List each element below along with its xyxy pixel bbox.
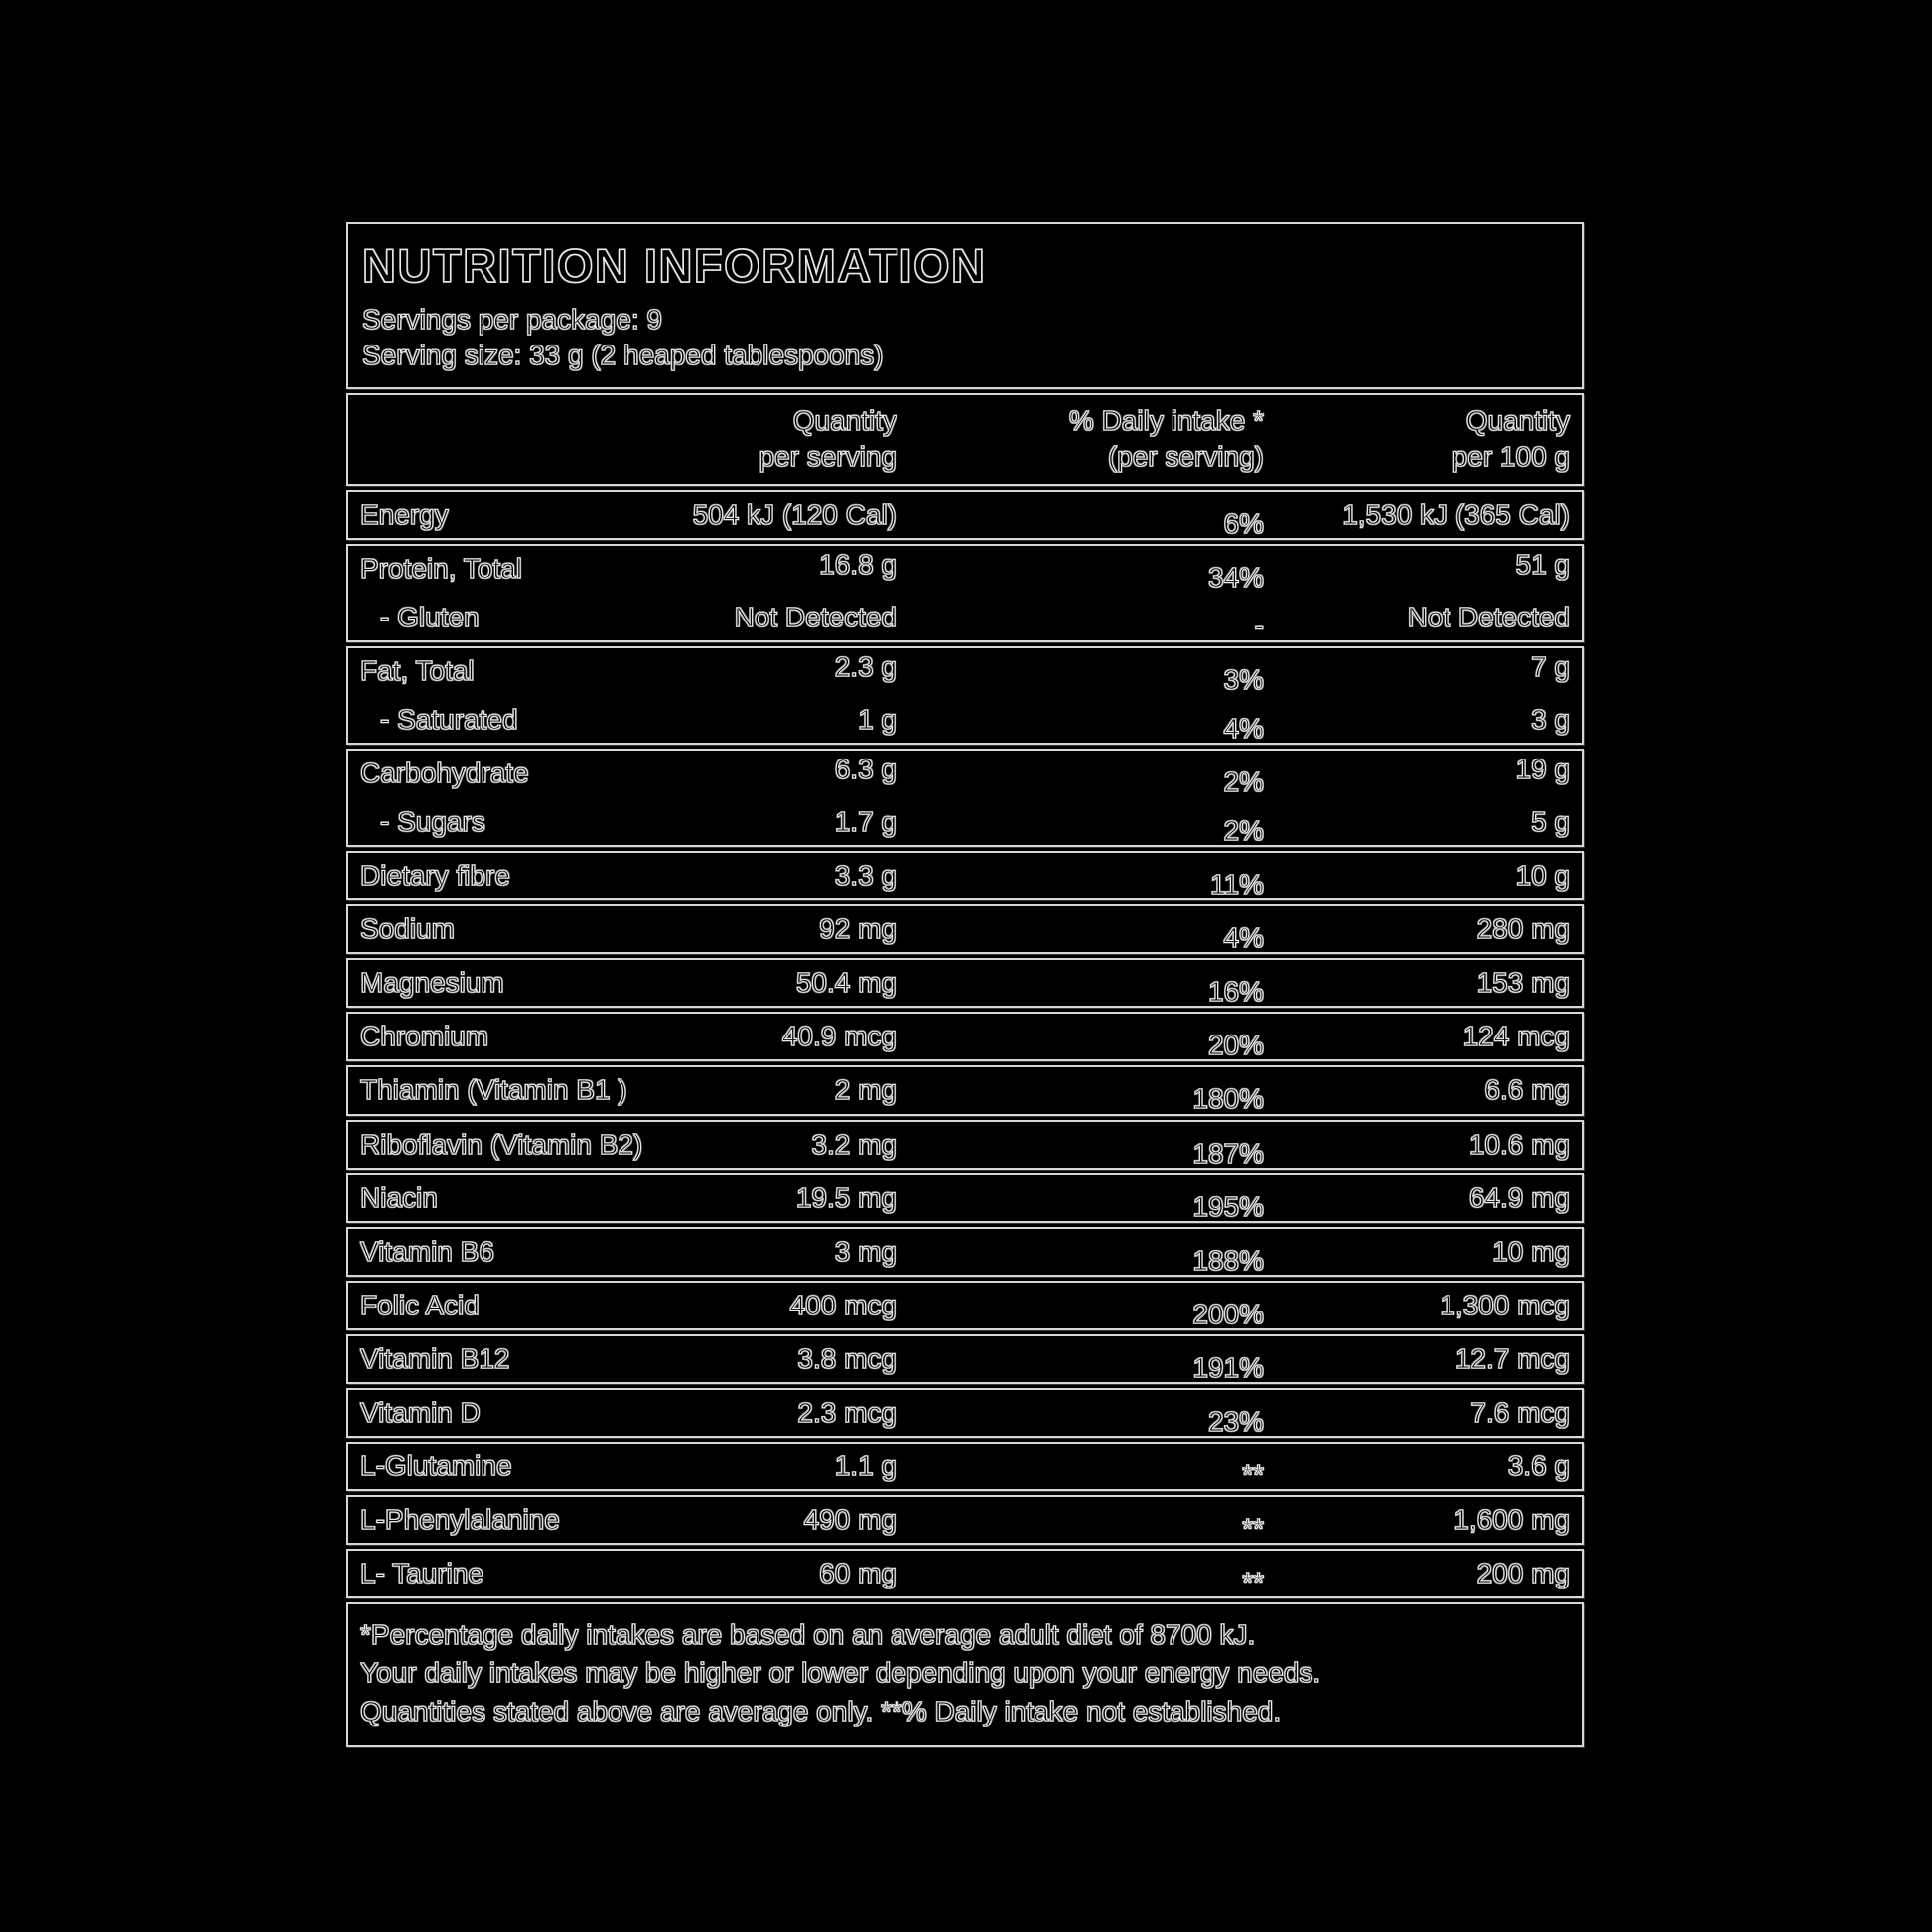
qty-per-100g: 64.9 mg bbox=[1468, 1181, 1570, 1213]
qty-per-100g: 124 mcg bbox=[1462, 1021, 1570, 1052]
qty-per-100g: 280 mg bbox=[1476, 913, 1570, 945]
qty-per-serving: 1.1 g bbox=[834, 1449, 897, 1481]
nutrient-sublabel: - Sugars bbox=[380, 806, 485, 838]
table-row bbox=[360, 549, 1570, 594]
qty-per-serving: 2.3 mcg bbox=[797, 1396, 897, 1428]
table-row bbox=[360, 498, 1570, 540]
table-row-group bbox=[346, 1334, 1584, 1384]
column-header-row bbox=[360, 403, 1570, 475]
qty-per-100g: 200 mg bbox=[1476, 1557, 1570, 1588]
table-row-group bbox=[346, 1388, 1584, 1438]
qty-per-100g: 7.6 mcg bbox=[1470, 1396, 1570, 1428]
table-row bbox=[360, 1235, 1570, 1276]
qty-per-100g: 51 g bbox=[1515, 549, 1570, 581]
daily-intake-value: ** bbox=[1242, 1566, 1264, 1597]
nutrient-label: Chromium bbox=[360, 1021, 489, 1052]
table-row bbox=[360, 1396, 1570, 1437]
qty-per-100g: 7 g bbox=[1531, 651, 1570, 683]
qty-per-serving: 40.9 mcg bbox=[781, 1021, 897, 1052]
table-subrow bbox=[360, 703, 1570, 745]
qty-per-serving: 3.8 mcg bbox=[797, 1342, 897, 1374]
nutrient-label: Thiamin (Vitamin B1 ) bbox=[360, 1074, 627, 1106]
qty-per-100g: 10 g bbox=[1515, 860, 1570, 892]
qty-per-serving: 60 mg bbox=[819, 1557, 897, 1588]
qty-per-serving: 6.3 g bbox=[834, 754, 897, 785]
qty-per-100g: 19 g bbox=[1515, 754, 1570, 785]
table-row-group bbox=[346, 1549, 1584, 1598]
table-row bbox=[360, 1342, 1570, 1383]
nutrient-label: Protein, Total bbox=[360, 553, 522, 585]
qty-per-100g: 6.6 mg bbox=[1484, 1074, 1570, 1106]
title-box bbox=[346, 222, 1584, 389]
qty-per-100g: 1,600 mg bbox=[1453, 1503, 1570, 1535]
daily-intake-value: 4% bbox=[1223, 922, 1264, 954]
qty-per-serving: 504 kJ (120 Cal) bbox=[692, 499, 897, 531]
col-header-qty-serving: Quantity per serving bbox=[759, 405, 897, 473]
nutrient-label: Niacin bbox=[360, 1181, 438, 1213]
nutrient-label: L- Taurine bbox=[360, 1557, 484, 1588]
daily-intake-value: 188% bbox=[1192, 1244, 1264, 1276]
daily-intake-value: - bbox=[1254, 611, 1264, 642]
table-row-group bbox=[346, 749, 1584, 847]
nutrient-label: Carbohydrate bbox=[360, 758, 529, 789]
col-header-qty-100g: Quantity per 100 g bbox=[1451, 405, 1570, 473]
nutrient-label: L-Glutamine bbox=[360, 1449, 512, 1481]
table-row-group bbox=[346, 1227, 1584, 1277]
table-row bbox=[360, 651, 1570, 696]
table-row bbox=[360, 859, 1570, 900]
table-row-group bbox=[346, 1120, 1584, 1170]
qty-per-serving: 2 mg bbox=[834, 1074, 897, 1106]
table-row-group bbox=[346, 851, 1584, 900]
table-row bbox=[360, 1503, 1570, 1544]
footnote-line: Quantities stated above are average only. **% Daily intake not established. bbox=[360, 1696, 1282, 1727]
table-row-group bbox=[346, 646, 1584, 745]
nutrient-sublabel: - Saturated bbox=[380, 704, 518, 736]
table-row-group bbox=[346, 1495, 1584, 1545]
qty-per-100g: 10.6 mg bbox=[1468, 1128, 1570, 1160]
nutrient-sublabel: - Gluten bbox=[380, 602, 480, 633]
nutrient-label: Vitamin D bbox=[360, 1396, 481, 1428]
qty-per-serving: 50.4 mg bbox=[795, 967, 897, 999]
qty-per-100g: 12.7 mcg bbox=[1454, 1342, 1570, 1374]
footnote-line: Your daily intakes may be higher or lower depending upon your energy needs. bbox=[360, 1657, 1321, 1689]
qty-per-serving: 2.3 g bbox=[834, 651, 897, 683]
table-row-group bbox=[346, 1442, 1584, 1491]
table-row-group bbox=[346, 904, 1584, 954]
nutrient-label: Folic Acid bbox=[360, 1289, 480, 1320]
qty-per-100g: Not Detected bbox=[1407, 602, 1570, 633]
table-row bbox=[360, 754, 1570, 798]
qty-per-serving: 400 mcg bbox=[789, 1289, 897, 1320]
qty-per-100g: 3 g bbox=[1531, 704, 1570, 736]
nutrient-label: Vitamin B12 bbox=[360, 1342, 510, 1374]
daily-intake-value: 20% bbox=[1207, 1030, 1264, 1061]
nutrient-label: Riboflavin (Vitamin B2) bbox=[360, 1128, 643, 1160]
qty-per-serving: 92 mg bbox=[819, 913, 897, 945]
table-subrow bbox=[360, 805, 1570, 847]
daily-intake-value: 195% bbox=[1192, 1190, 1264, 1222]
qty-per-serving: 3.3 g bbox=[834, 860, 897, 892]
table-row bbox=[360, 1073, 1570, 1115]
table-row-group bbox=[346, 1281, 1584, 1330]
table-row bbox=[360, 1128, 1570, 1169]
daily-intake-value: 180% bbox=[1192, 1083, 1264, 1115]
nutrient-label: Fat, Total bbox=[360, 655, 475, 687]
col-header-daily-intake: % Daily intake * (per serving) bbox=[1068, 405, 1264, 473]
daily-intake-value: ** bbox=[1242, 1512, 1264, 1544]
nutrient-label: Magnesium bbox=[360, 967, 504, 999]
nutrient-label: Dietary fibre bbox=[360, 860, 510, 892]
daily-intake-value: ** bbox=[1242, 1458, 1264, 1490]
table-row-group bbox=[346, 958, 1584, 1008]
table-row bbox=[360, 1449, 1570, 1490]
nutrient-label: L-Phenylalanine bbox=[360, 1503, 560, 1535]
table-row-group bbox=[346, 1012, 1584, 1061]
daily-intake-value: 16% bbox=[1207, 976, 1264, 1008]
daily-intake-value: 34% bbox=[1207, 562, 1264, 594]
qty-per-100g: 1,530 kJ (365 Cal) bbox=[1342, 499, 1570, 531]
nutrient-label: Sodium bbox=[360, 913, 455, 945]
daily-intake-value: 191% bbox=[1192, 1351, 1264, 1383]
qty-per-serving: 1.7 g bbox=[834, 806, 897, 838]
footnote-box bbox=[346, 1602, 1584, 1747]
nutrition-panel bbox=[346, 222, 1584, 1747]
table-row bbox=[360, 966, 1570, 1008]
qty-per-100g: 5 g bbox=[1531, 806, 1570, 838]
qty-per-serving: 19.5 mg bbox=[795, 1181, 897, 1213]
daily-intake-value: 23% bbox=[1207, 1405, 1264, 1437]
table-row-group bbox=[346, 1065, 1584, 1115]
table-row bbox=[360, 1289, 1570, 1329]
daily-intake-value: 3% bbox=[1223, 664, 1264, 696]
serving-size: Serving size: 33 g (2 heaped tablespoons) bbox=[362, 340, 884, 371]
table-row bbox=[360, 1181, 1570, 1222]
qty-per-100g: 10 mg bbox=[1492, 1235, 1570, 1267]
page-title: NUTRITION INFORMATION bbox=[362, 239, 987, 292]
qty-per-100g: 1,300 mcg bbox=[1440, 1289, 1570, 1320]
daily-intake-value: 11% bbox=[1210, 869, 1264, 900]
nutrient-label: Energy bbox=[360, 499, 449, 531]
qty-per-serving: 16.8 g bbox=[819, 549, 897, 581]
table-row bbox=[360, 912, 1570, 954]
qty-per-serving: 1 g bbox=[858, 704, 897, 736]
servings-per-package: Servings per package: 9 bbox=[362, 303, 662, 335]
daily-intake-value: 200% bbox=[1192, 1298, 1264, 1329]
daily-intake-value: 4% bbox=[1223, 713, 1264, 745]
footnote-line: *Percentage daily intakes are based on an average adult diet of 8700 kJ. bbox=[360, 1618, 1256, 1650]
table-subrow bbox=[360, 601, 1570, 642]
table-row bbox=[360, 1557, 1570, 1597]
column-header-box bbox=[346, 393, 1584, 486]
daily-intake-value: 2% bbox=[1223, 766, 1264, 798]
qty-per-serving: 490 mg bbox=[803, 1503, 897, 1535]
nutrient-label: Vitamin B6 bbox=[360, 1235, 494, 1267]
table-row-group bbox=[346, 1173, 1584, 1223]
daily-intake-value: 187% bbox=[1192, 1137, 1264, 1169]
table-row-group bbox=[346, 544, 1584, 642]
qty-per-serving: 3 mg bbox=[834, 1235, 897, 1267]
qty-per-100g: 3.6 g bbox=[1507, 1449, 1570, 1481]
qty-per-100g: 153 mg bbox=[1476, 967, 1570, 999]
table-row bbox=[360, 1020, 1570, 1061]
daily-intake-value: 6% bbox=[1223, 508, 1264, 540]
qty-per-serving: 3.2 mg bbox=[811, 1128, 897, 1160]
daily-intake-value: 2% bbox=[1223, 815, 1264, 847]
table-row-group bbox=[346, 490, 1584, 540]
qty-per-serving: Not Detected bbox=[734, 602, 897, 633]
